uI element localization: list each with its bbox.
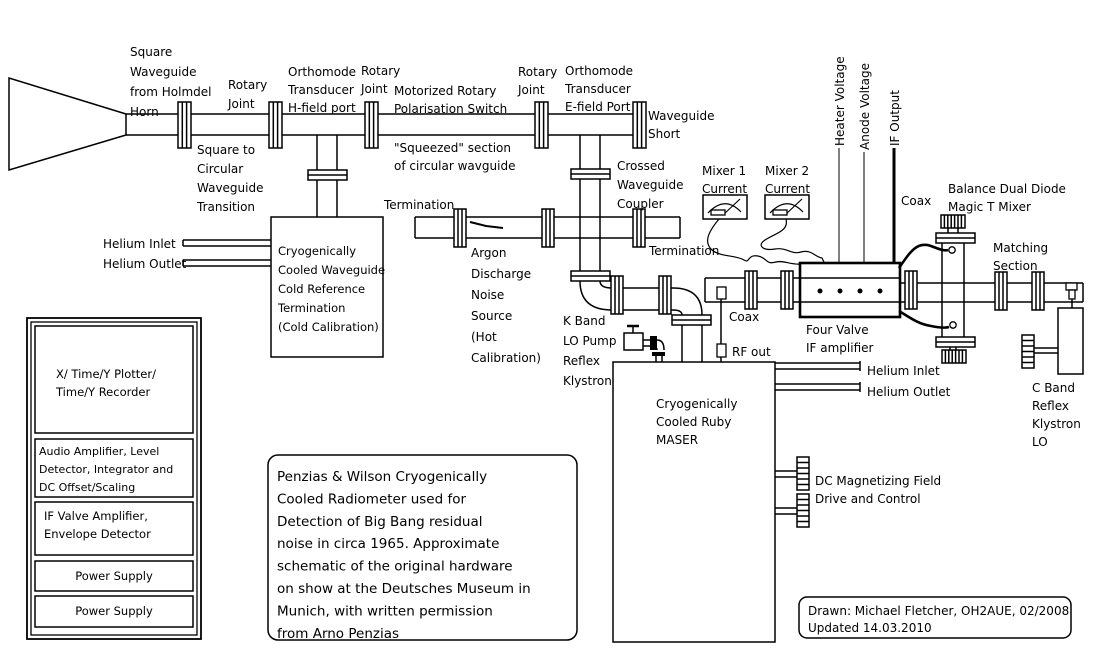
label-matching-section: Matching Section (993, 241, 1049, 273)
flange-rotary-joint-1 (178, 102, 191, 148)
label-balance-mixer: Balance Dual Diode Magic T Mixer (948, 182, 1066, 214)
mixer1-meter-icon (703, 195, 747, 219)
label-anode-voltage: Anode Voltage (858, 63, 872, 150)
flange-argon-1 (454, 209, 466, 247)
note-text: Penzias & Wilson Cryogenically Cooled Radiometer used for Detection of Big Bang residual noise in circa 1965. Approximate schematic of the original hardware on show at the Deutsches Museum in Munich, with written permission from Arno Penzias (277, 469, 531, 642)
rf-out-coax (717, 287, 726, 362)
flange-kband-1 (611, 276, 623, 314)
label-square-to-circular: Square to Circular Waveguide Transition (197, 143, 264, 214)
flange-if-amp-output (905, 271, 917, 309)
label-if-output: IF Output (888, 90, 902, 146)
label-waveguide-short: Waveguide Short (648, 109, 715, 141)
label-termination-right: Termination (649, 244, 720, 258)
klystron-tuner (1022, 335, 1034, 368)
label-coax-if: Coax (901, 194, 932, 208)
label-orthomode-h: Orthomode Transducer H-field port (288, 65, 357, 115)
label-rotary-joint-2: Rotary Joint (361, 64, 401, 96)
if-amp-through-lines (800, 278, 900, 302)
dc-field-links (775, 471, 797, 514)
waveguide-elbow-right (673, 288, 702, 315)
mixer2-wire (761, 219, 824, 262)
label-if-valve-amp: IF Valve Amplifier, Envelope Detector (44, 509, 151, 541)
valve-dot-4 (878, 289, 883, 294)
label-c-band-klystron: C Band Reflex Klystron LO (1032, 381, 1081, 449)
valve-dot-1 (818, 289, 823, 294)
flange-kband-2 (659, 276, 671, 314)
flange-e-branch-upper (571, 169, 610, 179)
label-k-band-klystron: K Band LO Pump Reflex Klystron (563, 314, 617, 388)
flange-argon-2 (542, 209, 554, 247)
horn-antenna (9, 78, 126, 170)
k-band-klystron-icon (624, 326, 665, 362)
label-argon-source: Argon Discharge Noise Source (Hot Calibration) (471, 246, 541, 365)
label-heater-voltage: Heater Voltage (833, 56, 847, 146)
label-dc-field: DC Magnetizing Field Drive and Control (815, 474, 942, 506)
label-mixer2: Mixer 2 Current (765, 164, 811, 196)
label-audio-amp: Audio Amplifier, Level Detector, Integrator and DC Offset/Scaling (39, 445, 174, 494)
magic-t-mixer (936, 215, 975, 363)
label-power-supply-1: Power Supply (75, 569, 153, 583)
main-waveguide (126, 114, 633, 135)
dc-connector-2 (797, 494, 809, 527)
c-band-klystron-box (1058, 308, 1083, 374)
mixer2-meter-icon (765, 195, 809, 219)
diode-cable-upper (899, 245, 948, 268)
label-cold-termination: Cryogenically Cooled Waveguide Cold Reference Termination (Cold Calibration) (278, 244, 386, 334)
c-band-klystron-assembly (1022, 283, 1083, 374)
label-helium-inlet-left: Helium Inlet (103, 237, 176, 251)
label-termination-left: Termination (384, 198, 455, 212)
four-valve-if-amp-box (800, 263, 900, 317)
label-helium-outlet-left: Helium Outlet (103, 257, 187, 271)
label-motorized-switch: Motorized Rotary Polarisation Switch (394, 84, 508, 116)
label-rotary-joint-1: Rotary Joint (228, 78, 268, 111)
flange-maser-input (672, 315, 711, 325)
label-helium-inlet-right: Helium Inlet (867, 364, 940, 378)
flange-h-branch (308, 170, 347, 180)
label-coax-rf: Coax (729, 310, 760, 324)
label-power-supply-2: Power Supply (75, 604, 153, 618)
mixer-output-waveguide (900, 283, 1083, 302)
helium-pipes-right (775, 361, 860, 392)
label-crossed-coupler: Crossed Waveguide Coupler (617, 159, 684, 211)
waveguide-elbow-left (580, 281, 612, 310)
label-rotary-joint-3: Rotary Joint (518, 65, 558, 97)
helium-pipes-left (183, 240, 271, 266)
flange-orthomode-h-input (269, 102, 282, 148)
valve-dot-3 (858, 289, 863, 294)
credit-text: Drawn: Michael Fletcher, OH2AUE, 02/2008 Updated 14.03.2010 (808, 604, 1070, 635)
label-maser: Cryogenically Cooled Ruby MASER (656, 397, 738, 447)
dc-connector-1 (797, 457, 809, 490)
label-helium-outlet-right: Helium Outlet (867, 385, 951, 399)
label-rf-out: RF out (732, 345, 771, 359)
flange-rf-1 (745, 271, 757, 309)
flange-rotary-joint-3 (535, 102, 548, 148)
label-mixer1: Mixer 1 Current (702, 164, 748, 196)
label-plotter: X/ Time/Y Plotter/ Time/Y Recorder (56, 367, 156, 399)
label-four-valve-amp: Four Valve IF amplifier (806, 323, 874, 355)
flange-e-branch-lower (571, 271, 610, 281)
flange-matching-1 (995, 272, 1007, 310)
mixer1-wire (708, 219, 801, 264)
e-field-branch-waveguide (580, 135, 600, 271)
flange-rotary-joint-2 (365, 102, 378, 148)
flange-waveguide-short (633, 102, 646, 148)
flange-argon-3 (633, 209, 645, 247)
label-horn-feed: Square Waveguide from Holmdel Horn (130, 45, 212, 119)
valve-dot-2 (838, 289, 843, 294)
label-orthomode-e: Orthomode Transducer E-field Port (565, 64, 634, 114)
discharge-tube-line (470, 222, 503, 228)
flange-rf-2 (781, 271, 793, 309)
flange-matching-2 (1032, 272, 1044, 310)
label-squeezed-section: "Squeezed" section of circular wavguide (394, 141, 516, 173)
maser-input-waveguide (682, 325, 702, 362)
